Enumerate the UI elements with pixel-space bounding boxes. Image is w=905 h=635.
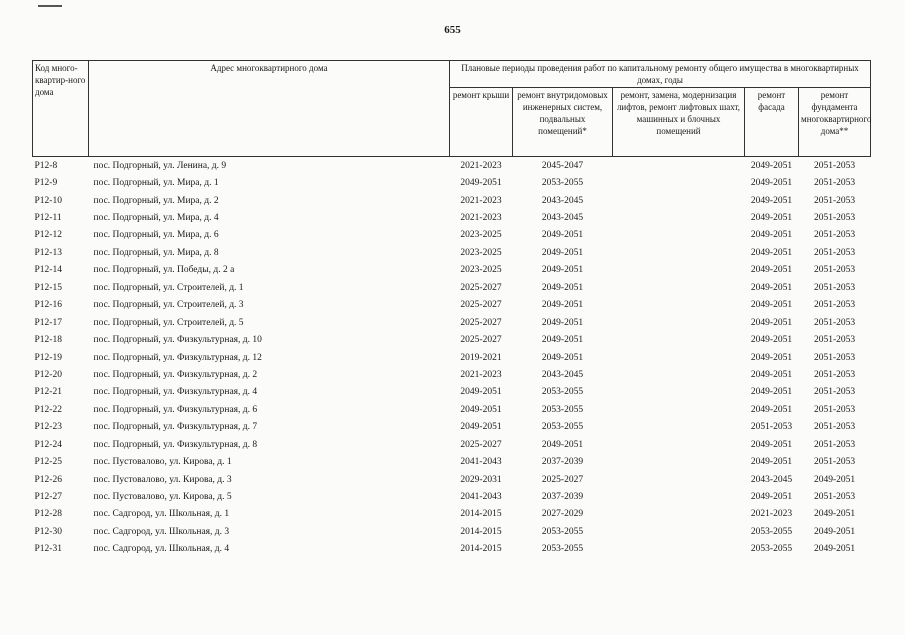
cell-lifts-period — [613, 506, 745, 523]
cell-address: пос. Садгород, ул. Школьная, д. 1 — [93, 509, 230, 520]
header-address: Адрес многоквартирного дома — [89, 61, 450, 157]
cell-foundation-period: 2051-2053 — [813, 230, 856, 241]
cell-foundation-period: 2051-2053 — [813, 282, 856, 293]
cell-lifts-period — [613, 384, 745, 401]
cell-facade-period: 2049-2051 — [750, 492, 793, 503]
cell-facade-period: 2049-2051 — [750, 387, 793, 398]
cell-address: пос. Подгорный, ул. Победы, д. 2 а — [93, 265, 235, 276]
cell-roof-period: 2021-2023 — [460, 195, 502, 206]
cell-systems-period: 2053-2055 — [541, 387, 584, 398]
cell-facade-period: 2049-2051 — [750, 247, 793, 258]
cell-foundation-period: 2051-2053 — [813, 422, 856, 433]
cell-foundation-period: 2051-2053 — [813, 335, 856, 346]
cell-systems-period: 2053-2055 — [541, 526, 584, 537]
cell-lifts-period — [613, 523, 745, 540]
header-planned-periods: Плановые периоды проведения работ по капитальному ремонту общего имущества в многоквартирных домах, годы — [450, 61, 871, 88]
table-row — [33, 244, 871, 261]
cell-facade-period: 2049-2051 — [750, 300, 793, 311]
cell-house-code: P12-17 — [34, 317, 62, 328]
cell-roof-period: 2023-2025 — [460, 230, 502, 241]
cell-lifts-period — [613, 541, 745, 558]
cell-house-code: P12-18 — [34, 335, 62, 346]
cell-facade-period: 2049-2051 — [750, 457, 793, 468]
cell-address: пос. Подгорный, ул. Строителей, д. 5 — [93, 317, 244, 328]
cell-roof-period: 2041-2043 — [460, 492, 502, 503]
cell-foundation-period: 2051-2053 — [813, 195, 856, 206]
cell-house-code: P12-30 — [34, 526, 62, 537]
cell-address: пос. Подгорный, ул. Строителей, д. 1 — [93, 282, 244, 293]
cell-facade-period: 2021-2023 — [750, 509, 793, 520]
cell-address: пос. Подгорный, ул. Физкультурная, д. 7 — [93, 422, 258, 433]
cell-systems-period: 2053-2055 — [541, 178, 584, 189]
cell-lifts-period — [613, 419, 745, 436]
cell-foundation-period: 2051-2053 — [813, 387, 856, 398]
cell-facade-period: 2049-2051 — [750, 178, 793, 189]
cell-systems-period: 2043-2045 — [541, 213, 584, 224]
table-row — [33, 227, 871, 244]
cell-systems-period: 2037-2039 — [541, 492, 584, 503]
header-roof-repair: ремонт крыши — [450, 88, 513, 157]
cell-lifts-period — [613, 471, 745, 488]
table-row — [33, 523, 871, 540]
cell-roof-period: 2019-2021 — [460, 352, 502, 363]
cell-roof-period: 2023-2025 — [460, 247, 502, 258]
table-row — [33, 401, 871, 418]
cell-lifts-period — [613, 244, 745, 261]
table-row — [33, 453, 871, 470]
table-row — [33, 419, 871, 436]
cell-facade-period: 2049-2051 — [750, 282, 793, 293]
cell-house-code: P12-19 — [34, 352, 62, 363]
table-header — [33, 61, 871, 157]
table-row — [33, 209, 871, 226]
cell-foundation-period: 2051-2053 — [813, 265, 856, 276]
table-row — [33, 157, 871, 175]
cell-facade-period: 2049-2051 — [750, 404, 793, 415]
cell-roof-period: 2025-2027 — [460, 335, 502, 346]
table-row — [33, 279, 871, 296]
cell-lifts-period — [613, 262, 745, 279]
cell-lifts-period — [613, 279, 745, 296]
cell-facade-period: 2049-2051 — [750, 160, 793, 171]
table-row — [33, 384, 871, 401]
cell-foundation-period: 2051-2053 — [813, 492, 856, 503]
cell-facade-period: 2049-2051 — [750, 317, 793, 328]
cell-lifts-period — [613, 192, 745, 209]
header-facade-repair: ремонт фасада — [745, 88, 799, 157]
cell-foundation-period: 2049-2051 — [813, 544, 856, 555]
cell-foundation-period: 2051-2053 — [813, 439, 856, 450]
cell-facade-period: 2049-2051 — [750, 335, 793, 346]
capital-repair-schedule-table — [32, 60, 871, 558]
cell-facade-period: 2053-2055 — [750, 544, 793, 555]
cell-house-code: P12-15 — [34, 282, 62, 293]
cell-house-code: P12-31 — [34, 544, 62, 555]
header-systems-repair: ремонт внутридомовых инженерных систем, подвальных помещений* — [513, 88, 613, 157]
cell-systems-period: 2049-2051 — [541, 300, 584, 311]
cell-house-code: P12-16 — [34, 300, 62, 311]
cell-facade-period: 2049-2051 — [750, 439, 793, 450]
table-row — [33, 297, 871, 314]
cell-facade-period: 2043-2045 — [750, 474, 793, 485]
cell-roof-period: 2023-2025 — [460, 265, 502, 276]
cell-facade-period: 2049-2051 — [750, 265, 793, 276]
cell-address: пос. Подгорный, ул. Физкультурная, д. 10 — [93, 335, 262, 346]
cell-address: пос. Подгорный, ул. Мира, д. 6 — [93, 230, 219, 241]
cell-address: пос. Подгорный, ул. Ленина, д. 9 — [93, 160, 227, 171]
cell-lifts-period — [613, 401, 745, 418]
cell-house-code: P12-9 — [34, 178, 58, 189]
cell-systems-period: 2053-2055 — [541, 422, 584, 433]
cell-roof-period: 2025-2027 — [460, 317, 502, 328]
cell-address: пос. Садгород, ул. Школьная, д. 3 — [93, 526, 230, 537]
cell-house-code: P12-27 — [34, 492, 62, 503]
cell-address: пос. Подгорный, ул. Физкультурная, д. 2 — [93, 369, 258, 380]
header-lift-repair: ремонт, замена, модернизация лифтов, ремонт лифтовых шахт, машинных и блочных помещений — [613, 88, 745, 157]
cell-systems-period: 2043-2045 — [541, 369, 584, 380]
cell-facade-period: 2049-2051 — [750, 213, 793, 224]
cell-foundation-period: 2051-2053 — [813, 369, 856, 380]
cell-house-code: P12-25 — [34, 457, 62, 468]
cell-house-code: P12-23 — [34, 422, 62, 433]
cell-house-code: P12-24 — [34, 439, 62, 450]
cell-roof-period: 2021-2023 — [460, 369, 502, 380]
cell-systems-period: 2049-2051 — [541, 265, 584, 276]
cell-house-code: P12-14 — [34, 265, 62, 276]
cell-foundation-period: 2051-2053 — [813, 213, 856, 224]
cell-systems-period: 2049-2051 — [541, 247, 584, 258]
cell-house-code: P12-26 — [34, 474, 62, 485]
cell-house-code: P12-22 — [34, 404, 62, 415]
cell-systems-period: 2045-2047 — [541, 160, 584, 171]
cell-roof-period: 2049-2051 — [460, 404, 502, 415]
table-row — [33, 262, 871, 279]
cell-lifts-period — [613, 157, 745, 175]
table-row — [33, 174, 871, 191]
cell-lifts-period — [613, 436, 745, 453]
cell-systems-period: 2025-2027 — [541, 474, 584, 485]
cell-foundation-period: 2051-2053 — [813, 178, 856, 189]
cell-address: пос. Подгорный, ул. Физкультурная, д. 12 — [93, 352, 262, 363]
cell-roof-period: 2014-2015 — [460, 544, 502, 555]
cell-roof-period: 2025-2027 — [460, 439, 502, 450]
cell-house-code: P12-20 — [34, 369, 62, 380]
cell-address: пос. Пустовалово, ул. Кирова, д. 3 — [93, 474, 232, 485]
table-row — [33, 366, 871, 383]
cell-roof-period: 2014-2015 — [460, 509, 502, 520]
cell-address: пос. Садгород, ул. Школьная, д. 4 — [93, 544, 230, 555]
cell-lifts-period — [613, 366, 745, 383]
cell-foundation-period: 2051-2053 — [813, 317, 856, 328]
table-row — [33, 314, 871, 331]
cell-lifts-period — [613, 349, 745, 366]
cell-address: пос. Пустовалово, ул. Кирова, д. 1 — [93, 457, 232, 468]
cell-facade-period: 2049-2051 — [750, 195, 793, 206]
cell-facade-period: 2053-2055 — [750, 526, 793, 537]
cell-foundation-period: 2051-2053 — [813, 457, 856, 468]
cell-lifts-period — [613, 297, 745, 314]
cell-foundation-period: 2049-2051 — [813, 474, 856, 485]
cell-house-code: P12-12 — [34, 230, 62, 241]
header-house-code: Код много-квартир-ного дома — [33, 61, 89, 157]
cell-address: пос. Подгорный, ул. Физкультурная, д. 4 — [93, 387, 258, 398]
table-row — [33, 541, 871, 558]
cell-roof-period: 2021-2023 — [460, 160, 502, 171]
cell-systems-period: 2049-2051 — [541, 335, 584, 346]
cell-lifts-period — [613, 174, 745, 191]
cell-foundation-period: 2051-2053 — [813, 404, 856, 415]
cell-systems-period: 2049-2051 — [541, 317, 584, 328]
cell-lifts-period — [613, 209, 745, 226]
cell-roof-period: 2025-2027 — [460, 300, 502, 311]
cell-house-code: P12-21 — [34, 387, 62, 398]
cell-foundation-period: 2051-2053 — [813, 352, 856, 363]
cell-foundation-period: 2049-2051 — [813, 526, 856, 537]
cell-house-code: P12-8 — [34, 160, 58, 171]
cell-lifts-period — [613, 488, 745, 505]
cell-lifts-period — [613, 331, 745, 348]
table-body — [33, 157, 871, 559]
table-row — [33, 488, 871, 505]
header-foundation-repair: ремонт фундамента многоквартирного дома** — [799, 88, 871, 157]
cell-address: пос. Подгорный, ул. Мира, д. 8 — [93, 247, 219, 258]
cell-lifts-period — [613, 227, 745, 244]
cell-roof-period: 2029-2031 — [460, 474, 502, 485]
cell-roof-period: 2041-2043 — [460, 457, 502, 468]
cell-address: пос. Пустовалово, ул. Кирова, д. 5 — [93, 492, 232, 503]
table-row — [33, 471, 871, 488]
cell-lifts-period — [613, 453, 745, 470]
cell-systems-period: 2049-2051 — [541, 282, 584, 293]
cell-systems-period: 2037-2039 — [541, 457, 584, 468]
cell-house-code: P12-11 — [34, 213, 62, 224]
table-row — [33, 331, 871, 348]
table-row — [33, 192, 871, 209]
page-number: 655 — [444, 24, 461, 36]
cell-systems-period: 2049-2051 — [541, 352, 584, 363]
table-row — [33, 506, 871, 523]
cell-address: пос. Подгорный, ул. Мира, д. 4 — [93, 213, 219, 224]
cell-systems-period: 2049-2051 — [541, 439, 584, 450]
cell-systems-period: 2043-2045 — [541, 195, 584, 206]
cell-systems-period: 2027-2029 — [541, 509, 584, 520]
cell-facade-period: 2049-2051 — [750, 352, 793, 363]
cell-foundation-period: 2051-2053 — [813, 300, 856, 311]
cell-address: пос. Подгорный, ул. Мира, д. 1 — [93, 178, 219, 189]
cell-facade-period: 2049-2051 — [750, 230, 793, 241]
cell-lifts-period — [613, 314, 745, 331]
cell-foundation-period: 2049-2051 — [813, 509, 856, 520]
scan-artifact — [38, 5, 62, 7]
cell-address: пос. Подгорный, ул. Физкультурная, д. 6 — [93, 404, 258, 415]
table-row — [33, 349, 871, 366]
cell-roof-period: 2014-2015 — [460, 526, 502, 537]
cell-roof-period: 2049-2051 — [460, 178, 502, 189]
cell-facade-period: 2051-2053 — [750, 422, 793, 433]
cell-systems-period: 2049-2051 — [541, 230, 584, 241]
cell-facade-period: 2049-2051 — [750, 369, 793, 380]
cell-house-code: P12-13 — [34, 247, 62, 258]
cell-foundation-period: 2051-2053 — [813, 247, 856, 258]
cell-roof-period: 2049-2051 — [460, 422, 502, 433]
cell-systems-period: 2053-2055 — [541, 404, 584, 415]
cell-house-code: P12-10 — [34, 195, 62, 206]
cell-systems-period: 2053-2055 — [541, 544, 584, 555]
cell-foundation-period: 2051-2053 — [813, 160, 856, 171]
cell-roof-period: 2025-2027 — [460, 282, 502, 293]
cell-house-code: P12-28 — [34, 509, 62, 520]
table-row — [33, 436, 871, 453]
cell-address: пос. Подгорный, ул. Физкультурная, д. 8 — [93, 439, 258, 450]
cell-roof-period: 2021-2023 — [460, 213, 502, 224]
cell-address: пос. Подгорный, ул. Строителей, д. 3 — [93, 300, 244, 311]
cell-address: пос. Подгорный, ул. Мира, д. 2 — [93, 195, 219, 206]
cell-roof-period: 2049-2051 — [460, 387, 502, 398]
